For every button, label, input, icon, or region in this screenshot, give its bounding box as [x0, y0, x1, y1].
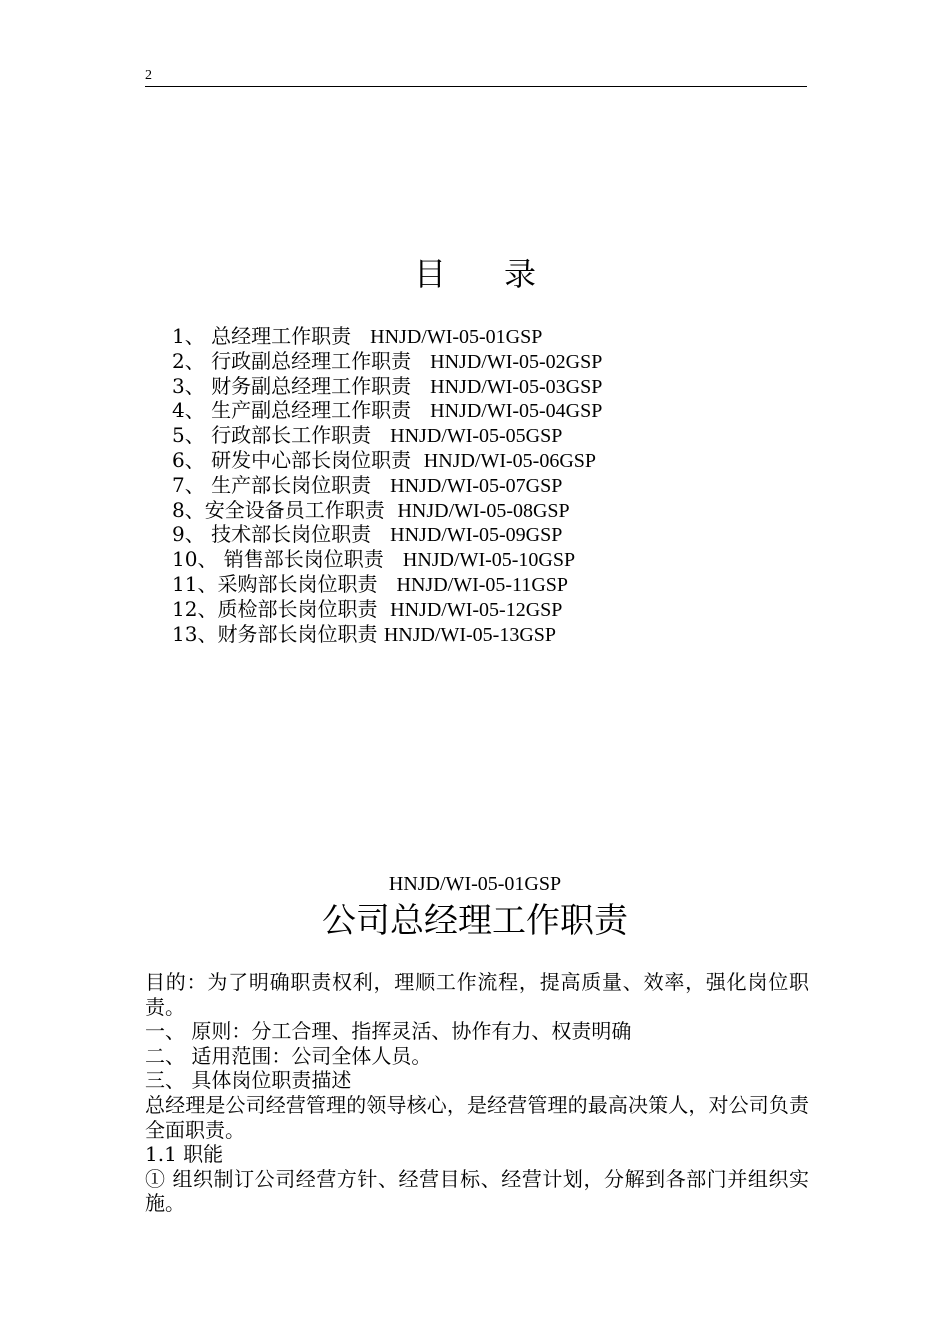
functions-heading: 1.1 职能: [145, 1142, 224, 1167]
toc-item-code: HNJD/WI-05-13GSP: [383, 623, 557, 646]
toc-item-code: HNJD/WI-05-01GSP: [370, 326, 543, 348]
toc-item-6: [172, 448, 602, 473]
toc-item-label: 4、 生产副总经理工作职责: [172, 398, 431, 423]
toc-item-code: HNJD/WI-05-12GSP: [390, 598, 563, 621]
document-title: 公司总经理工作职责: [322, 901, 628, 941]
toc-title: [0, 252, 950, 296]
principle-paragraph: 一、 原则：分工合理、指挥灵活、协作有力、权责明确: [145, 1019, 632, 1044]
toc-item-code: HNJD/WI-05-02GSP: [430, 350, 603, 373]
toc-item-label: 6、 研发中心部长岗位职责: [172, 447, 424, 472]
toc-item-label: 1、 总经理工作职责: [172, 324, 371, 348]
toc-item-code: HNJD/WI-05-08GSP: [397, 499, 570, 522]
toc-item-2: [172, 349, 602, 374]
toc-item-code: HNJD/WI-05-05GSP: [390, 425, 563, 448]
toc-item-label: 11、采购部长岗位职责: [172, 571, 397, 596]
toc-list: [172, 324, 602, 646]
toc-item-label: 7、 生产部长岗位职责: [172, 472, 391, 497]
scope-paragraph: 二、 适用范围：公司全体人员。: [145, 1043, 432, 1068]
gm-description-paragraph: 总经理是公司经营管理的领导核心，是经营管理的最高决策人，对公司负责全面职责。: [145, 1092, 809, 1142]
toc-item-10: [172, 547, 602, 572]
toc-item-7: [172, 473, 602, 498]
toc-item-code: HNJD/WI-05-07GSP: [390, 474, 563, 497]
duties-heading: 三、 具体岗位职责描述: [145, 1068, 352, 1093]
toc-item-3: [172, 374, 602, 399]
toc-item-11: [172, 572, 602, 597]
header-rule: [145, 86, 807, 87]
toc-title-right: 录: [504, 255, 537, 293]
toc-item-1: [172, 324, 602, 349]
toc-item-code: HNJD/WI-05-11GSP: [396, 573, 569, 596]
toc-item-code: HNJD/WI-05-03GSP: [430, 375, 603, 398]
toc-item-code: HNJD/WI-05-09GSP: [390, 524, 563, 547]
document-body: [145, 970, 809, 1216]
toc-item-13: [172, 622, 602, 647]
toc-item-label: 12、质检部长岗位职责: [172, 596, 391, 621]
toc-item-code: HNJD/WI-05-04GSP: [430, 400, 603, 423]
toc-item-label: 5、 行政部长工作职责: [172, 423, 391, 448]
document-code: HNJD/WI-05-01GSP: [388, 873, 562, 895]
toc-item-label: 2、 行政副总经理工作职责: [172, 348, 431, 373]
toc-item-5: [172, 423, 602, 448]
toc-item-label: 9、 技术部长岗位职责: [172, 522, 391, 547]
toc-title-left: 目: [413, 255, 446, 293]
function-item-1: ① 组织制订公司经营方针、经营目标、经营计划，分解到各部门并组织实施。: [145, 1166, 809, 1216]
purpose-paragraph: 目的：为了明确职责权利，理顺工作流程，提高质量、效率，强化岗位职责。: [145, 970, 809, 1019]
toc-item-code: HNJD/WI-05-06GSP: [423, 449, 597, 472]
toc-item-code: HNJD/WI-05-10GSP: [402, 549, 576, 572]
toc-item-9: [172, 522, 602, 547]
toc-item-label: 13、财务部长岗位职责: [172, 621, 384, 646]
toc-item-label: 8、安全设备员工作职责: [172, 497, 398, 522]
toc-item-12: [172, 597, 602, 622]
page-number: 2: [145, 68, 152, 83]
toc-item-8: [172, 498, 602, 523]
toc-item-4: [172, 398, 602, 423]
toc-item-label: 3、 财务副总经理工作职责: [172, 373, 431, 398]
toc-item-label: 10、 销售部长岗位职责: [172, 547, 403, 572]
